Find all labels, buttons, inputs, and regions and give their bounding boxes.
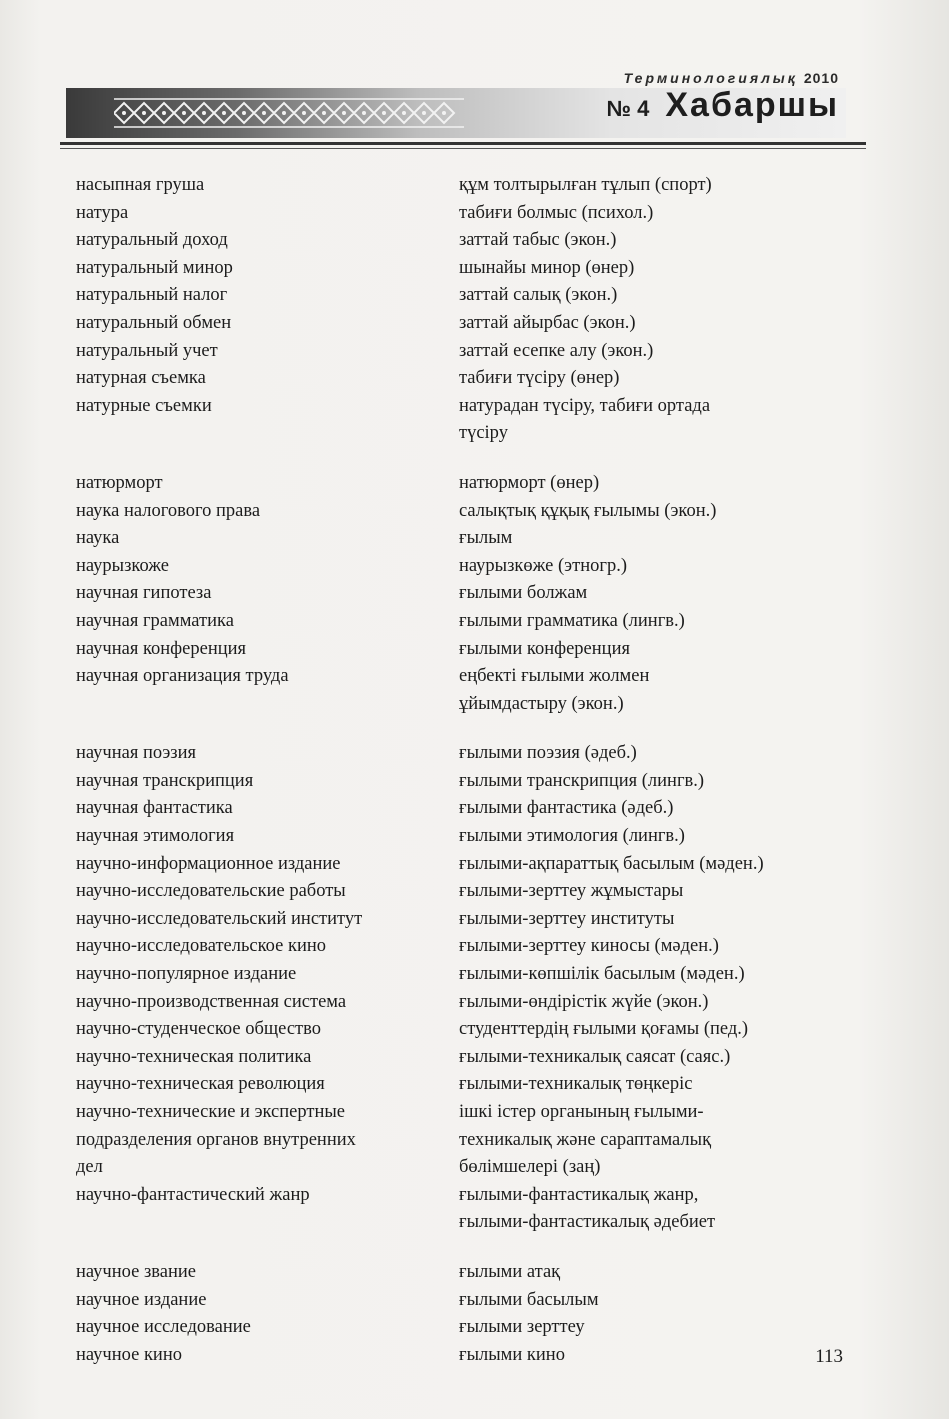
glossary-row [76, 470, 836, 498]
russian-term: научно-студенческое общество [76, 1019, 321, 1040]
kazakh-term: ішкі істер органының ғылыми- техникалық және сараптамалық бөлімшелері (заң) [459, 1102, 712, 1178]
glossary-row [76, 636, 836, 664]
russian-term: научная транскрипция [76, 770, 254, 791]
glossary-row [76, 961, 836, 989]
kazakh-term: табиғи түсіру (өнер) [459, 368, 620, 389]
glossary-row [76, 851, 836, 879]
kazakh-term: ғылыми атақ [459, 1261, 561, 1282]
russian-term: натуральный доход [76, 230, 228, 251]
kazakh-term: ғылыми-зерттеу киносы (мәден.) [459, 936, 719, 957]
kazakh-term: табиғи болмыс (психол.) [459, 202, 654, 223]
kazakh-term: ғылыми этимология (лингв.) [459, 826, 685, 847]
journal-title [606, 86, 839, 125]
kazakh-term: ғылыми фантастика (әдеб.) [459, 798, 674, 819]
russian-term: наука налогового права [76, 500, 261, 521]
russian-term: натуральный учет [76, 340, 218, 361]
russian-term: наука [76, 528, 120, 549]
kazakh-term: заттай табыс (экон.) [459, 230, 617, 251]
russian-term: научная поэзия [76, 743, 197, 764]
kazakh-term: ғылыми-техникалық төңкеріс [459, 1074, 693, 1095]
journal-header [624, 70, 839, 86]
glossary-row [76, 1016, 836, 1044]
glossary-row [76, 310, 836, 338]
russian-term: научная грамматика [76, 610, 234, 631]
glossary-row [76, 933, 836, 961]
russian-term: научная конференция [76, 638, 247, 659]
glossary-row [76, 1287, 836, 1315]
russian-term: научная организация труда [76, 666, 289, 687]
header-rule [60, 142, 866, 145]
russian-term: научно-исследовательский институт [76, 908, 363, 929]
russian-term: научно-информационное издание [76, 853, 341, 874]
russian-term: научная гипотеза [76, 583, 212, 604]
glossary-row [76, 255, 836, 283]
glossary-row [76, 1259, 836, 1287]
russian-term: научно-исследовательские работы [76, 881, 346, 902]
russian-term: научно-техническая политика [76, 1046, 312, 1067]
kazakh-term: студенттердің ғылыми қоғамы (пед.) [459, 1019, 749, 1040]
glossary-row [76, 663, 836, 718]
page-number: 113 [815, 1346, 843, 1367]
kazakh-term: ғылыми-көпшілік басылым (мәден.) [459, 964, 745, 985]
glossary-row [76, 580, 836, 608]
russian-term: научно-фантастический жанр [76, 1184, 310, 1205]
russian-term: научно-техническая революция [76, 1074, 325, 1095]
russian-term: научно-популярное издание [76, 964, 297, 985]
journal-year: 2010 [803, 70, 839, 86]
russian-term: натура [76, 202, 129, 223]
kazakh-term: натюрморт (өнер) [459, 472, 600, 493]
kazakh-term: ғылыми болжам [459, 583, 588, 604]
glossary-row [76, 227, 836, 255]
russian-term: научно-технические и экспертные подразделения органов внутренних дел [76, 1102, 356, 1178]
glossary-row [76, 1071, 836, 1099]
glossary-row [76, 1044, 836, 1072]
glossary-row [76, 1099, 836, 1182]
glossary-row [76, 393, 836, 448]
glossary-row [76, 823, 836, 851]
glossary-list [76, 172, 836, 1369]
kazakh-term: салықтық құқық ғылымы (экон.) [459, 500, 717, 521]
glossary-row [76, 989, 836, 1017]
glossary-row [76, 338, 836, 366]
russian-term: натурная съемка [76, 368, 206, 389]
russian-term: научное издание [76, 1289, 207, 1310]
russian-term: научно-исследовательское кино [76, 936, 327, 957]
kazakh-term: ғылыми поэзия (әдеб.) [459, 743, 637, 764]
glossary-row [76, 282, 836, 310]
glossary-row [76, 498, 836, 526]
entry-spacer [76, 718, 836, 740]
glossary-row [76, 740, 836, 768]
kazakh-term: ғылыми-техникалық саясат (саяс.) [459, 1046, 731, 1067]
kazakh-term: ғылым [459, 528, 513, 549]
kazakh-term: ғылыми-фантастикалық жанр, ғылыми-фантастикалық әдебиет [459, 1184, 716, 1233]
kazakh-term: еңбекті ғылыми жолмен ұйымдастыру (экон.) [459, 666, 650, 714]
glossary-row [76, 906, 836, 934]
kazakh-term: натурадан түсіру, табиғи ортада түсіру [459, 395, 711, 444]
russian-term: насыпная груша [76, 175, 205, 195]
glossary-row [76, 1314, 836, 1342]
kazakh-term: ғылыми-зерттеу институты [459, 908, 675, 929]
glossary-row [76, 525, 836, 553]
kazakh-term: ғылыми грамматика (лингв.) [459, 610, 685, 631]
russian-term: натуральный минор [76, 257, 233, 278]
kazakh-term: құм толтырылған тұлып (спорт) [459, 175, 712, 195]
glossary-row [76, 768, 836, 796]
russian-term: научно-производственная система [76, 991, 347, 1012]
glossary-row [76, 608, 836, 636]
kazakh-term: ғылыми-зерттеу жұмыстары [459, 881, 684, 902]
glossary-row [76, 553, 836, 581]
russian-term: натурные съемки [76, 395, 212, 416]
kazakh-term: наурызкөже (этногр.) [459, 555, 627, 576]
russian-term: научная фантастика [76, 798, 233, 819]
entry-spacer [76, 1237, 836, 1259]
glossary-row [76, 795, 836, 823]
glossary-row [76, 365, 836, 393]
journal-name: Терминологиялық [623, 70, 798, 86]
russian-term: натуральный налог [76, 285, 228, 306]
glossary-row [76, 878, 836, 906]
kazakh-term: ғылыми басылым [459, 1289, 599, 1310]
issue-number: № 4 [606, 96, 650, 121]
kazakh-term: заттай есепке алу (экон.) [459, 340, 654, 361]
russian-term: научное звание [76, 1261, 196, 1282]
glossary-row [76, 1342, 836, 1370]
journal-title-text: Хабаршы [665, 86, 839, 124]
kazakh-term: шынайы минор (өнер) [459, 257, 635, 278]
kazakh-term: ғылыми зерттеу [459, 1317, 585, 1338]
kazakh-term: заттай айырбас (экон.) [459, 312, 636, 333]
kazakh-term: ғылыми кино [459, 1344, 565, 1365]
russian-term: натюрморт [76, 472, 163, 493]
kazakh-term: заттай салық (экон.) [459, 285, 618, 306]
glossary-row [76, 200, 836, 228]
kazakh-term: ғылыми конференция [459, 638, 630, 659]
russian-term: научное кино [76, 1344, 182, 1365]
ornament-pattern [114, 97, 464, 129]
glossary-row [76, 172, 836, 200]
russian-term: научное исследование [76, 1317, 251, 1338]
entry-spacer [76, 448, 836, 470]
header-rule-thin [60, 148, 866, 149]
kazakh-term: ғылыми-ақпараттық басылым (мәден.) [459, 853, 764, 874]
russian-term: натуральный обмен [76, 312, 232, 333]
russian-term: наурызкоже [76, 555, 169, 576]
glossary-row [76, 1182, 836, 1237]
russian-term: научная этимология [76, 826, 235, 847]
kazakh-term: ғылыми-өндірістік жүйе (экон.) [459, 991, 709, 1012]
kazakh-term: ғылыми транскрипция (лингв.) [459, 770, 705, 791]
